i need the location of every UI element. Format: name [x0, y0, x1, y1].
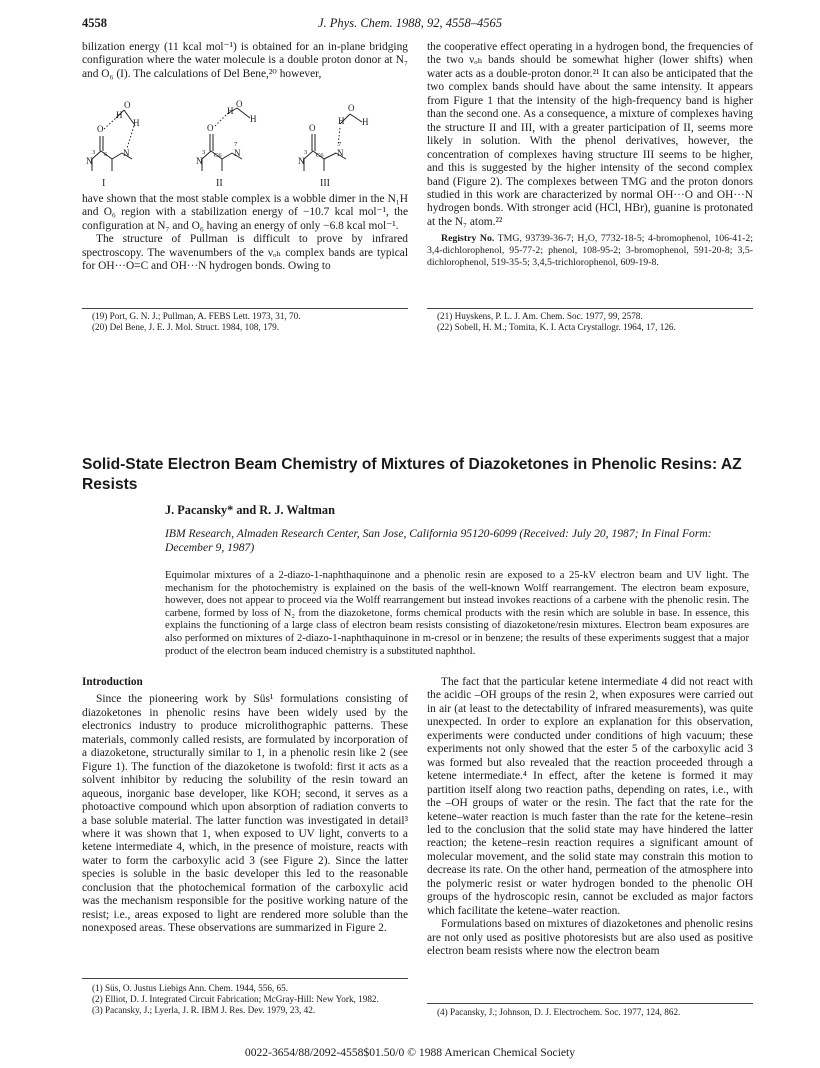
atom-label: O — [207, 123, 214, 133]
footnotes-right-top — [427, 311, 753, 333]
footnote: (20) Del Bene, J. E. J. Mol. Struct. 1984, 108, 179. — [92, 322, 280, 332]
section-heading-introduction: Introduction — [82, 676, 143, 688]
atom-label: N — [196, 156, 203, 166]
atom-label: N — [86, 156, 93, 166]
atom-label: N — [234, 148, 241, 158]
atom-label: H — [133, 118, 140, 128]
atom-locant: C6 — [316, 152, 324, 159]
left-column-top — [82, 41, 408, 81]
chemical-structures-figure — [82, 96, 408, 192]
atom-locant: 3 — [92, 149, 96, 156]
registry-label: Registry No. — [441, 233, 495, 245]
atom-locant: 7 — [338, 141, 342, 148]
footnote: (1) Süs, O. Justus Liebigs Ann. Chem. 1944, 556, 65. — [92, 983, 289, 993]
paragraph: Since the pioneering work by Süs¹ formulations consisting of diazoketones in phenolic resins have been widely used by the electronics industry to produce microlithographic patterns. These materials, commonly called resists, are formulated by incorporation of a diazoketone, structurally similar to 1, in a phenolic resin like 2 (see Figure 1). The function of the diazoketone is twofold: first it acts as a solvent inhibitor by reducing the solubility of the resin toward an aqueous, inorganic base developer, like KOH; second, it serves as a photoactive compound which upon absorption of radiation converts to a base soluble material. The latter function was investigated in detail³ where it was shown that 1, when exposed to UV light, converts to a ketene intermediate 4, which, in the presence of moisture, reacts with water to form the carboxylic acid 3 (see Figure 2). Since the latter species is soluble in the basic developer this led to the reasonable conclusion that the photochemical formation of the carboxylic acid was the mechanism responsible for the positive working nature of the resist; i.e., areas exposed to light are rendered more soluble than the nonexposed areas. These observations are summarized in Figure 2. — [82, 693, 408, 935]
running-header: J. Phys. Chem. 1988, 92, 4558–4565 — [317, 16, 502, 30]
atom-label: H — [362, 117, 369, 127]
paragraph: Formulations based on mixtures of diazoketones and phenolic resins are not only used as positive photoresists but are also used as positive electron beam resists where now the electron beam — [427, 918, 753, 958]
atom-label: H — [250, 114, 257, 124]
atom-label: N — [123, 148, 130, 158]
footnote: (4) Pacansky, J.; Johnson, D. J. Electrochem. Soc. 1977, 124, 862. — [437, 1007, 681, 1017]
atom-label: O — [236, 99, 243, 109]
footnote-rule — [427, 308, 753, 309]
article-authors: J. Pacansky* and R. J. Waltman — [165, 503, 335, 517]
left-column-bottom — [82, 676, 408, 936]
article-affiliation: IBM Research, Almaden Research Center, San Jose, California 95120-6099 (Received: July 20, 1987; In Final Form: December 9, 1987) — [165, 527, 712, 554]
right-column-bottom — [427, 676, 753, 959]
footnote: (19) Port, G. N. J.; Pullman, A. FEBS Lett. 1973, 31, 70. — [92, 311, 301, 321]
registry-text: TMG, 93739-36-7; H₂O, 7732-18-5; 4-bromophenol, 106-41-2; 3,4-dichlorophenol, 95-77-2; phenol, 108-95-2; 3-bromophenol, 591-20-8; 3,5-dichlorophenol, 519-35-5; 3,4,5-trichlorophenol, 609-19-8. — [427, 233, 753, 269]
atom-label: O — [309, 123, 316, 133]
atom-label: O — [124, 100, 131, 110]
article-title: Solid-State Electron Beam Chemistry of Mixtures of Diazoketones in Phenolic Resins: AZ Resists — [82, 456, 742, 493]
atom-label: N — [337, 148, 344, 158]
page-number: 4558 — [82, 16, 107, 30]
footnote: (2) Elliot, D. J. Integrated Circuit Fabrication; McGray-Hill: New York, 1982. — [92, 994, 379, 1004]
atom-locant: 7 — [234, 141, 238, 148]
atom-label: H — [227, 106, 234, 116]
copyright-footer: 0022-3654/88/2092-4558$01.50/0 © 1988 American Chemical Society — [244, 1046, 576, 1059]
structure-label: III — [320, 178, 330, 189]
paragraph: The structure of Pullman is difficult to prove by infrared spectroscopy. The wavenumbers of the νₒₕ complex bands are typical for OH···O=C and OH···N hydrogen bonds. Owing to — [82, 233, 408, 273]
atom-locant: C6 — [214, 152, 222, 159]
footnote-rule — [82, 978, 408, 979]
atom-label: H — [116, 110, 123, 120]
atom-label: O — [348, 103, 355, 113]
atom-locant: 3 — [304, 149, 308, 156]
left-column-top-continued — [82, 193, 408, 274]
footnotes-left-bottom — [82, 983, 408, 1016]
structure-two — [202, 108, 250, 171]
paragraph: The fact that the particular ketene intermediate 4 did not react with the acidic –OH groups of the resin 2, when exposures were carried out in air (at least to the detectability of infrared measurements), was quite unexpected. In order to explore an explanation for this observation, experiments were conducted under conditions of high vacuum; these experiments not only showed that the ester 5 of the carboxylic acid 3 was formed but also revealed that the reaction proceeded through a ketene intermediate.⁴ In effect, after the ketene is formed it may partition itself along two reaction paths, depending on rates, i.e., with the –OH groups of water or the resin. The fact that the rate for the ketene–water reaction is much faster than the rate for the ketene–resin led to the conclusion that the solid state may have hindered the latter reaction; the ketene–resin reaction requires a significant amount of molecular movement, and the solid state may constrain this motion to decrease its rate. On the other hand, permeation of the atmosphere into the polymeric resist or water hydrogen bonded to the phenolic OH groups of the hydroscopic resin, cannot be excluded as major factors which facilitate the ketene–water reaction. — [427, 676, 753, 917]
registry-numbers — [427, 233, 753, 269]
atom-label: H — [338, 116, 345, 126]
atom-label: O — [97, 124, 104, 134]
structure-one — [92, 110, 134, 171]
footnote: (3) Pacansky, J.; Lyerla, J. R. IBM J. Res. Dev. 1979, 23, 42. — [92, 1005, 316, 1015]
article-abstract: Equimolar mixtures of a 2-diazo-1-naphthaquinone and a phenolic resin are exposed to a 25-kV electron beam and UV light. The mechanism for the photochemistry is explained on the basis of the well-known Wolff rearrangement. The electron beam exposure, however, does not appear to proceed via the Wolff rearrangement but instead invokes reactions of a carbene with the phenolic resin. The carbene, formed by loss of N₂ from the diazoketone, forms chemical products with the resin which are soluble in base. In essence, this explains the functioning of a large class of electron beam resists consisting of diazoketone/resin mixtures. Electron beam exposures are also performed on mixtures of 2-diazo-1-naphthaquinone in m-cresol or in benzene; the results of these experiments suggest that a major product of the electron beam induced chemistry is a substituted naphthol. — [165, 570, 749, 657]
footnote-rule — [82, 308, 408, 309]
footnote: (21) Huyskens, P. L. J. Am. Chem. Soc. 1977, 99, 2578. — [437, 311, 643, 321]
paragraph: bilization energy (11 kcal mol⁻¹) is obtained for an in-plane bridging configuration where the water molecule is a double proton donor at N₇ and O₆ (I). The calculations of Del Bene,²⁰ however, — [82, 41, 408, 80]
paragraph: the cooperative effect operating in a hydrogen bond, the frequencies of the two νₒₕ bands should be somewhat higher (lower shifts) when water acts as a double-proton donor.²¹ It can also be anticipated that the two complex bands should have about the same intensity. It appears from Figure 1 that the intensity of the high-frequency band is higher than the second one. As a consequence, a mixture of complexes having the structure II and III, with a greater participation of II, seems more likely in solution. With the phenol derivatives, however, the concentration of complexes having structure III seems to be higher, and this is suggested by the higher intensity of the second complex band (Figure 2). The complexes between TMG and the proton donors studied in this work are characterized by normal OH···O and OH···N hydrogen bonds. With stronger acid (HCl, HBr), guanine is protonated at the N₇ atom.²² — [427, 41, 753, 228]
atom-label: N — [298, 156, 305, 166]
structure-label: II — [216, 178, 223, 189]
right-column-top — [427, 41, 753, 269]
footnote-rule — [427, 1003, 753, 1004]
paragraph: have shown that the most stable complex is a wobble dimer in the N₁H and O₆ region with a stabilization energy of −10.7 kcal mol⁻¹, the configuration at N₇ and O₆ having an energy of only −6.8 kcal mol⁻¹. — [82, 193, 408, 232]
structure-label: I — [102, 178, 106, 189]
footnotes-left-top — [82, 311, 408, 333]
atom-locant: 6 — [104, 151, 108, 158]
atom-locant: 3 — [202, 149, 206, 156]
footnotes-right-bottom — [427, 1007, 753, 1018]
footnote: (22) Sobell, H. M.; Tomita, K. I. Acta Crystallogr. 1964, 17, 126. — [437, 322, 676, 332]
